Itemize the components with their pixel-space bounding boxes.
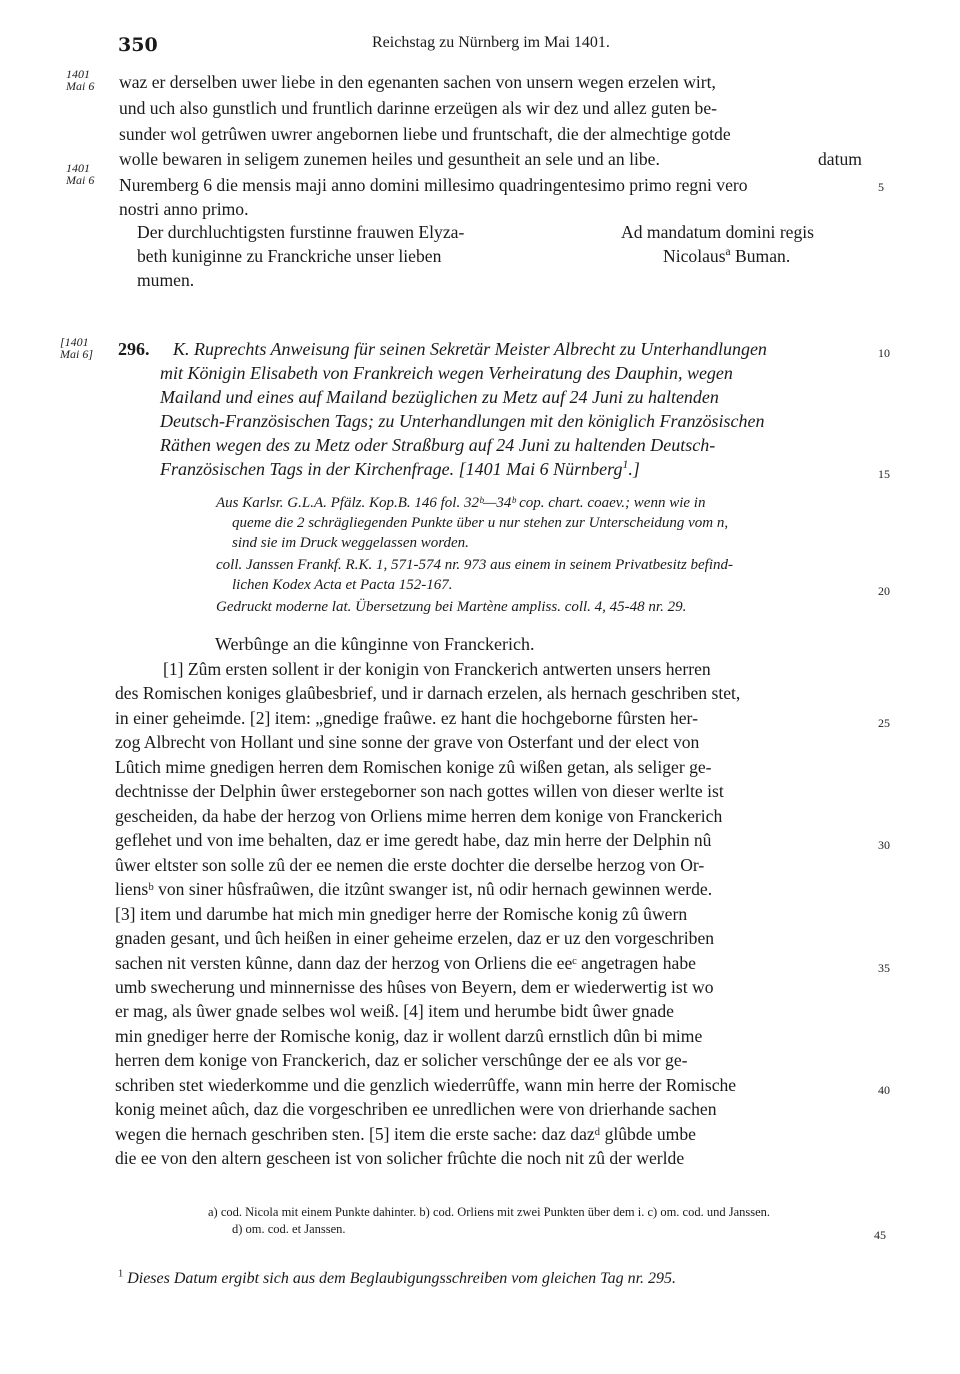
margin-date-day: Mai 6 <box>66 79 95 93</box>
margin-date-year: 1401 <box>66 161 90 175</box>
line-number: 45 <box>874 1228 886 1242</box>
line-number: 15 <box>878 467 890 481</box>
margin-date-1 <box>66 68 94 92</box>
address-line: beth kuniginne zu Franckriche unser lieben <box>137 246 442 266</box>
heading-line <box>160 459 640 480</box>
text-line-datum: datum <box>818 149 862 169</box>
source-line: sind sie im Druck weggelassen worden. <box>232 535 469 551</box>
document-number: 296. <box>118 339 150 359</box>
body-line: konig meinet aûch, daz die vorgeschriben ee unredlichen were von drierhande sachen <box>115 1099 717 1119</box>
running-head: Reichstag zu Nürnberg im Mai 1401. <box>372 34 610 51</box>
text-line: sunder wol getrûwen uwrer angebornen liebe und fruntschaft, die der almechtige gotde <box>119 124 731 144</box>
heading-line-text: Französischen Tags in der Kirchenfrage. [1401 Mai 6 Nürnberg <box>160 459 623 479</box>
signer-surname: Buman. <box>730 246 791 266</box>
line-number: 20 <box>878 584 890 598</box>
source-line: queme die 2 schrägliegenden Punkte über u nur stehen zur Unterscheidung vom n, <box>232 515 729 531</box>
address-line: Der durchluchtigsten furstinne frauwen Elyza- <box>137 222 465 242</box>
line-number: 5 <box>878 180 884 194</box>
margin-date-3 <box>60 336 93 360</box>
margin-date-year: 1401 <box>66 67 90 81</box>
body-line: gescheiden, da habe der herzog von Orliens mime herren dem konige von Franckerich <box>115 806 723 826</box>
source-line: Aus Karlsr. G.L.A. Pfälz. Kop.B. 146 fol. 32ᵇ—34ᵇ cop. chart. coaev.; wenn wie in <box>216 495 706 511</box>
heading-line: K. Ruprechts Anweisung für seinen Sekretär Meister Albrecht zu Unterhandlungen <box>173 339 767 359</box>
body-line: des Romischen koniges glaûbesbrief, und ir darnach erzelen, als hernach geschriben stet, <box>115 683 741 703</box>
body-line: sachen nit versten kûnne, dann daz der herzog von Orliens die eeᶜ angetragen habe <box>115 953 696 973</box>
line-number: 40 <box>878 1083 890 1097</box>
footnote-mark: 1 <box>622 458 629 471</box>
margin-date-year: [1401 <box>60 335 89 349</box>
body-line: Lûtich mime gnedigen herren dem Romischen konige zû wißen getan, als seliger ge- <box>115 757 712 777</box>
margin-date-day: Mai 6] <box>60 347 93 361</box>
source-line: Gedruckt moderne lat. Übersetzung bei Martène ampliss. coll. 4, 45-48 nr. 29. <box>216 599 687 615</box>
text-title: Werbûnge an die kûnginne von Franckerich. <box>215 634 535 654</box>
body-line: herren dem konige von Franckerich, daz er solicher verschûnge der ee als vor ge- <box>115 1050 688 1070</box>
line-number: 10 <box>878 346 890 360</box>
body-line: zog Albrecht von Hollant und sine sonne der grave von Osterfant und der elect von <box>115 732 700 752</box>
text-line: und uch also gunstlich und fruntlich darinne erzeügen als wir dez und allez guten be- <box>119 98 717 118</box>
body-line: die ee von den altern gescheen ist von solicher frûchte die noch nit zû der werlde <box>115 1148 685 1168</box>
signer-name: Nicolaus <box>663 246 726 266</box>
footnote-text: Dieses Datum ergibt sich aus dem Beglaubigungsschreiben vom gleichen Tag nr. 295. <box>123 1270 677 1287</box>
apparatus-mark: a <box>725 246 731 259</box>
body-line: [3] item und darumbe hat mich min gnediger herre der Romische konig zû ûwern <box>115 904 688 924</box>
body-line: [1] Zûm ersten sollent ir der konigin von Franckerich antwerten unsers herren <box>163 659 711 679</box>
heading-line: Deutsch-Französischen Tags; zu Unterhandlungen mit den königlich Französischen <box>160 411 765 431</box>
body-line: schriben stet wiederkomme und die genzlich wiederrûffe, wann min herre der Romische <box>115 1075 737 1095</box>
heading-line: mit Königin Elisabeth von Frankreich wegen Verheiratung des Dauphin, wegen <box>160 363 733 383</box>
text-line: nostri anno primo. <box>119 199 249 219</box>
line-number: 25 <box>878 716 890 730</box>
address-line: mumen. <box>137 270 195 290</box>
line-number: 30 <box>878 838 890 852</box>
body-line: gnaden gesant, und ûch heißen in einer geheime erzelen, daz er uz den vorgeschriben <box>115 928 715 948</box>
line-number: 35 <box>878 961 890 975</box>
footnote <box>118 1270 676 1288</box>
heading-line: Räthen wegen des zu Metz oder Straßburg auf 24 Juni zu haltenden Deutsch- <box>160 435 716 455</box>
body-line: in einer geheimde. [2] item: „gnedige fraûwe. ez hant die hochgeborne fûrsten her- <box>115 708 698 728</box>
source-line: coll. Janssen Frankf. R.K. 1, 571-574 nr. 973 aus einem in seinem Privatbesitz befind- <box>216 557 734 573</box>
body-line: wegen die hernach geschriben sten. [5] item die erste sache: daz dazᵈ glûbde umbe <box>115 1124 696 1144</box>
source-line: lichen Kodex Acta et Pacta 152-167. <box>232 577 453 593</box>
body-line: er mag, als ûwer gnade selbes wol weiß. [4] item und herumbe bidt ûwer gnade <box>115 1001 674 1021</box>
mandatum-line <box>663 246 790 267</box>
heading-line-end: .] <box>628 459 640 479</box>
page-number: 350 <box>118 34 158 56</box>
body-line: umb swecherung und minnernisse des hûses von Beyern, dem er wiederwertig ist wo <box>115 977 714 997</box>
footnote-mark: 1 <box>118 1268 124 1280</box>
margin-date-2 <box>66 162 94 186</box>
apparatus-line: d) om. cod. et Janssen. <box>232 1222 346 1236</box>
margin-date-day: Mai 6 <box>66 173 95 187</box>
text-line: Nuremberg 6 die mensis maji anno domini millesimo quadringentesimo primo regni vero <box>119 175 748 195</box>
body-line: ûwer eltster son solle zû der ee nemen die erste dochter die derselbe herzog von Or- <box>115 855 705 875</box>
body-line: geflehet und von ime behalten, daz er ime geredt habe, daz min herre der Delphin nû <box>115 830 712 850</box>
body-line: dechtnisse der Delphin ûwer erstegeborner son nach gottes willen von dieser werlte ist <box>115 781 724 801</box>
apparatus-line: a) cod. Nicola mit einem Punkte dahinter. b) cod. Orliens mit zwei Punkten über dem i. c) om. cod. und Janssen. <box>208 1205 771 1219</box>
body-line: min gnediger herre der Romische konig, daz ir wollent darzû ernstlich dûn bi mime <box>115 1026 703 1046</box>
text-line: waz er derselben uwer liebe in den egenanten sachen von unsern wegen erzelen wirt, <box>119 72 716 92</box>
text-line: wolle bewaren in seligem zunemen heiles und gesuntheit an sele und an libe. <box>119 149 660 169</box>
heading-line: Mailand und eines auf Mailand bezüglichen zu Metz auf 24 Juni zu haltenden <box>160 387 719 407</box>
mandatum-line: Ad mandatum domini regis <box>621 222 815 242</box>
body-line: liensᵇ von siner hûsfraûwen, die itzûnt swanger ist, nû odir hernach gewinnen werde. <box>115 879 713 899</box>
